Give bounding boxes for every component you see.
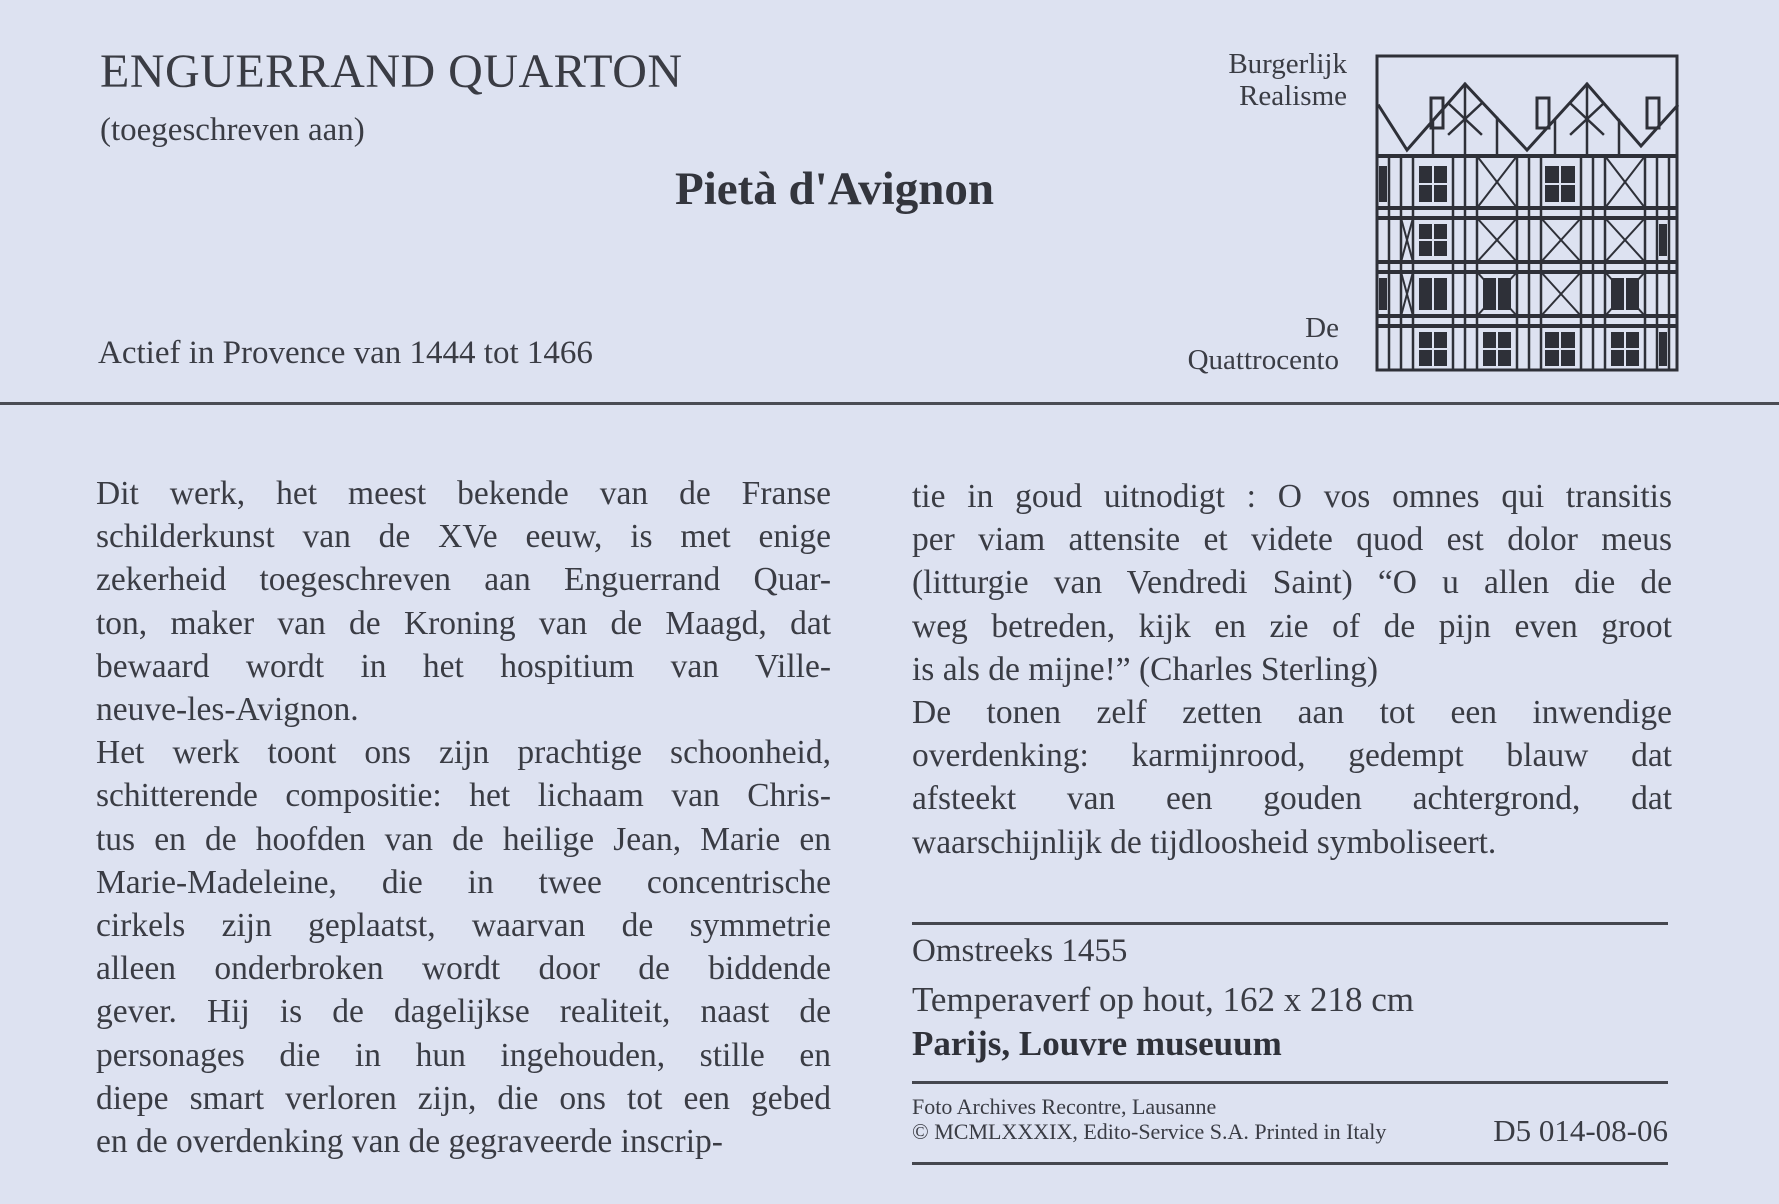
details-bottom-rule — [912, 1162, 1668, 1165]
text-line: afsteekt van een gouden achtergrond, dat — [912, 780, 1672, 818]
details-middle-rule — [912, 1081, 1668, 1084]
period-category-line1: De — [1305, 312, 1339, 344]
text-line: Dit werk, het meest bekende van de Franse — [96, 475, 831, 512]
text-line: tie in goud uitnodigt : O vos omnes qui transitis — [912, 478, 1672, 515]
text-line: Het werk toont ons zijn prachtige schoonheid, — [96, 734, 831, 772]
text-line: is als de mijne!” (Charles Sterling) — [912, 650, 1379, 688]
text-line: alleen onderbroken wordt door de biddende — [96, 950, 831, 988]
text-line: bewaard wordt in het hospitium van Ville- — [96, 647, 831, 685]
text-line: per viam attensite et videte quod est dolor meus — [912, 521, 1672, 559]
text-line: zekerheid toegeschreven aan Enguerrand Quar- — [96, 561, 831, 599]
card-code: D5 014-08-06 — [1493, 1113, 1668, 1148]
artwork-title: Pietà d'Avignon — [675, 163, 995, 215]
attribution-note: (toegeschreven aan) — [100, 112, 365, 148]
text-line: ton, maker van de Kroning van de Maagd, dat — [96, 604, 831, 642]
details-top-rule — [912, 922, 1668, 925]
copyright-text: © MCMLXXXIX, Edito-Service S.A. Printed in Italy — [912, 1119, 1387, 1144]
text-line: (litturgie van Vendredi Saint) “O u allen die de — [912, 564, 1672, 602]
text-line: neuve-les-Avignon. — [96, 691, 359, 729]
text-line: personages die in hun ingehouden, stille en — [96, 1036, 831, 1074]
text-line: schitterende compositie: het lichaam van Chris- — [96, 777, 831, 815]
period-category-line2: Quattrocento — [1187, 344, 1339, 376]
text-line: weg betreden, kijk en zie of de pijn even groot — [912, 607, 1672, 645]
artwork-location: Parijs, Louvre museuum — [912, 1024, 1282, 1063]
artwork-medium: Temperaverf op hout, 162 x 218 cm — [912, 980, 1414, 1019]
active-period: Actief in Provence van 1444 tot 1466 — [98, 335, 593, 371]
text-line: overdenking: karmijnrood, gedempt blauw dat — [912, 737, 1672, 775]
header-divider — [0, 402, 1779, 405]
text-line: gever. Hij is de dagelijkse realiteit, naast de — [96, 993, 831, 1031]
copyright-line — [912, 1113, 1668, 1149]
body-column-right — [912, 475, 1672, 864]
text-line: diepe smart verloren zijn, die ons tot een gebed — [96, 1079, 831, 1117]
period-category — [1188, 312, 1339, 376]
style-category — [1228, 48, 1347, 112]
text-line: waarschijnlijk de tijdloosheid symboliseert. — [912, 823, 1497, 861]
half-timbered-houses-icon — [1375, 54, 1679, 372]
artwork-date: Omstreeks 1455 — [912, 933, 1128, 969]
style-category-line2: Realisme — [1239, 80, 1347, 112]
text-line: tus en de hoofden van de heilige Jean, Marie en — [96, 820, 831, 858]
text-line: De tonen zelf zetten aan tot een inwendige — [912, 694, 1672, 732]
text-line: schilderkunst van de XVe eeuw, is met enige — [96, 518, 831, 556]
artist-name: ENGUERRAND QUARTON — [100, 45, 683, 98]
photo-credit: Foto Archives Recontre, Lausanne — [912, 1094, 1217, 1119]
body-column-left — [96, 472, 831, 1163]
text-line: en de overdenking van de gegraveerde inscrip- — [96, 1123, 723, 1161]
style-category-line1: Burgerlijk — [1228, 48, 1347, 80]
text-line: cirkels zijn geplaatst, waarvan de symmetrie — [96, 907, 831, 945]
text-line: Marie-Madeleine, die in twee concentrische — [96, 863, 831, 901]
